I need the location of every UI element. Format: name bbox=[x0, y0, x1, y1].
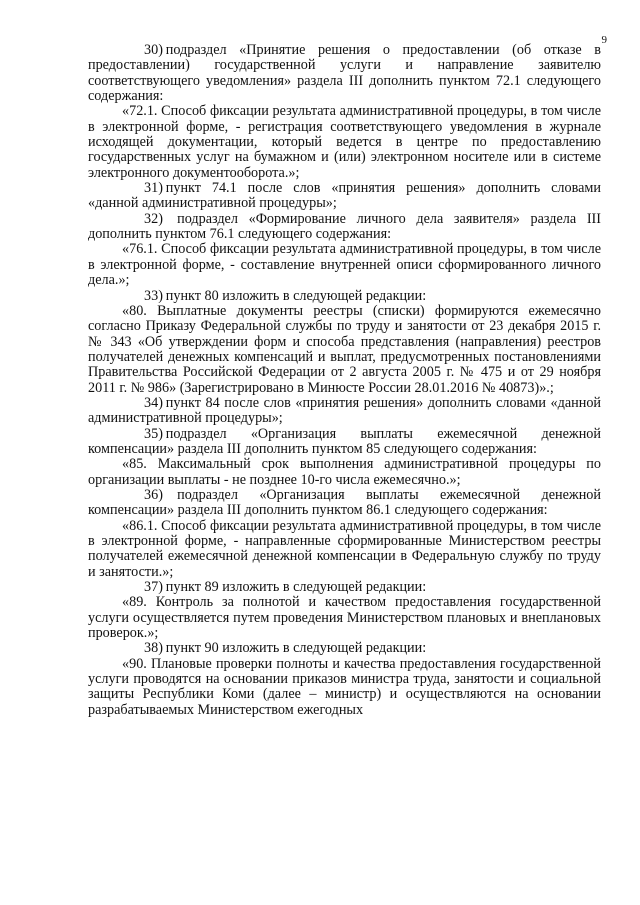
paragraph-item-32: 32) подраздел «Формирование личного дела заявителя» раздела III дополнить пунктом 76.1 следующего содержания: bbox=[88, 210, 601, 243]
paragraph-item-38: 38) пункт 90 изложить в следующей редакции: bbox=[144, 640, 427, 657]
paragraph-quote-85: «85. Максимальный срок выполнения административной процедуры по организации выплаты - не позднее 10-го числа ежемесячно.»; bbox=[88, 456, 601, 488]
paragraph-item-34: 34) пункт 84 после слов «принятия решения» дополнить словами «данной административной процедуры»; bbox=[88, 394, 601, 427]
paragraph-quote-72-1: «72.1. Способ фиксации результата административной процедуры, в том числе в электронной форме, - регистрация соответствующего уведомления в журнале исходящей документации, который ведется в центре по предоставлению государственных услуг на бумажном и (или) электронном носителе или в системе электронного документооборота.»; bbox=[88, 103, 601, 181]
paragraph-quote-76-1: «76.1. Способ фиксации результата административной процедуры, в том числе в электронной форме, - составление внутренней описи сформированного личного дела.»; bbox=[88, 241, 601, 289]
paragraph-quote-90: «90. Плановые проверки полноты и качества предоставления государственной услуги проводятся на основании приказов министра труда, занятости и социальной защиты Республики Коми (далее – министр) и осуществляются на основании разрабатываемых Министерством ежегодных bbox=[88, 655, 601, 718]
page-number: 9 bbox=[601, 34, 607, 46]
document-body bbox=[88, 43, 601, 718]
paragraph-item-30: 30) подраздел «Принятие решения о предоставлении (об отказе в предоставлении) государственной услуги и направление заявителю соответствующего уведомления» раздела III дополнить пунктом 72.1 следующего содержания: bbox=[88, 42, 601, 105]
paragraph-quote-80: «80. Выплатные документы реестры (списки) формируются ежемесячно согласно Приказу Федеральной службы по труду и занятости от 23 декабря 2015 г. № 343 «Об утверждении форм и способа представления (направления) реестров получателей денежных компенсаций и выплат, предусмотренных постановлениями Правительства Российской Федерации от 2 августа 2005 г. № 475 и от 29 ноября 2011 г. № 986» (Зарегистрировано в Минюсте России 28.01.2016 № 40873)».; bbox=[88, 302, 601, 396]
paragraph-item-37: 37) пункт 89 изложить в следующей редакции: bbox=[144, 579, 427, 596]
paragraph-quote-89: «89. Контроль за полнотой и качеством предоставления государственной услуги осуществляется путем проведения Министерством плановых и внеплановых проверок.»; bbox=[88, 594, 601, 642]
paragraph-item-36: 36) подраздел «Организация выплаты ежемесячной денежной компенсации» раздела III дополнить пунктом 86.1 следующего содержания: bbox=[88, 486, 601, 519]
paragraph-item-35: 35) подраздел «Организация выплаты ежемесячной денежной компенсации» раздела III дополнить пунктом 85 следующего содержания: bbox=[88, 425, 601, 457]
paragraph-item-31: 31) пункт 74.1 после слов «принятия решения» дополнить словами «данной административной процедуры»; bbox=[88, 180, 601, 212]
paragraph-quote-86-1: «86.1. Способ фиксации результата административной процедуры, в том числе в электронной форме, - направленные сформированные Министерством реестры получателей ежемесячной денежной компенсации в Федеральную службу по труду и занятости.»; bbox=[88, 517, 601, 580]
paragraph-item-33: 33) пункт 80 изложить в следующей редакции: bbox=[144, 287, 427, 304]
